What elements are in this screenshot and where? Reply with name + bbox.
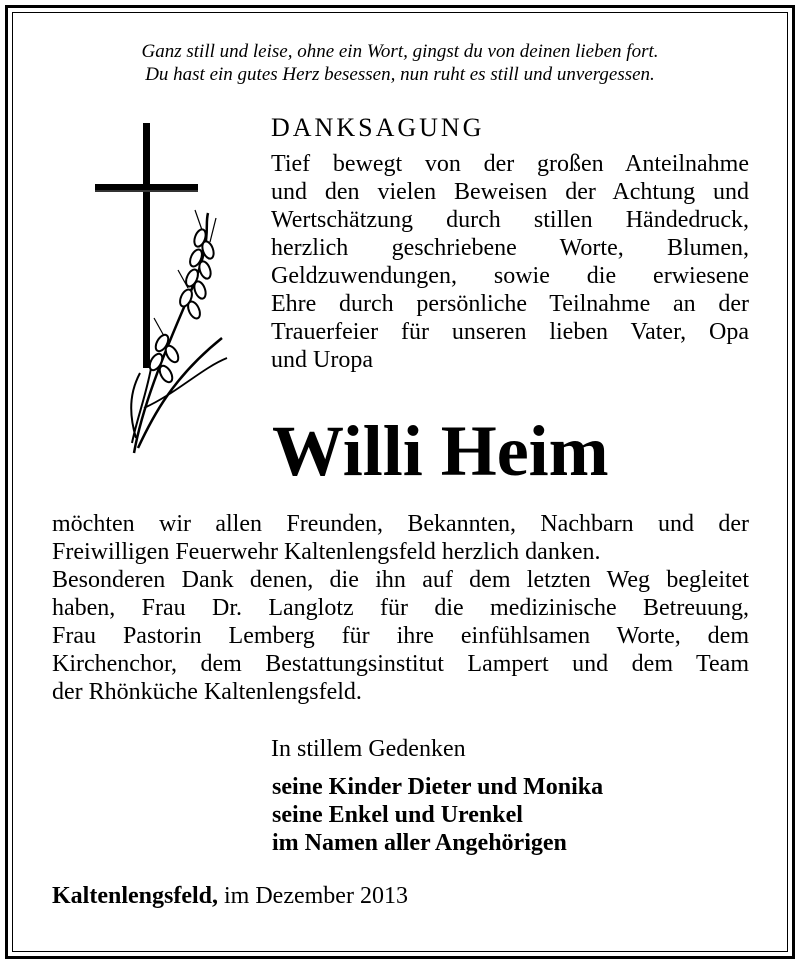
intro-line: und Uropa xyxy=(271,347,373,373)
intro-line: Geldzuwendungen, sowie die erwiesene xyxy=(271,263,749,289)
intro-line: Tief bewegt von der großen Anteilnahme xyxy=(271,151,749,177)
deceased-name: Willi Heim xyxy=(272,411,609,491)
body-line: Kirchenchor, dem Bestattungsinstitut Lampert und dem Team xyxy=(52,651,749,677)
cross-with-wheat-icon xyxy=(92,118,232,463)
place-date-text: im Dezember 2013 xyxy=(218,883,408,909)
signer-line: seine Enkel und Urenkel xyxy=(272,802,523,828)
intro-paragraph xyxy=(271,150,749,374)
body-line: haben, Frau Dr. Langlotz für die medizinische Betreuung, xyxy=(52,595,749,621)
body-line: Frau Pastorin Lemberg für ihre einfühlsamen Worte, dem xyxy=(52,623,749,649)
motto xyxy=(0,40,800,86)
intro-line: herzlich geschriebene Worte, Blumen, xyxy=(271,235,749,261)
intro-line: Wertschätzung durch stillen Händedruck, xyxy=(271,207,749,233)
intro-line: Trauerfeier für unseren lieben Vater, Opa xyxy=(271,319,749,345)
in-memory-line: In stillem Gedenken xyxy=(271,736,466,762)
signers xyxy=(272,773,603,857)
body-line: möchten wir allen Freunden, Bekannten, Nachbarn und der xyxy=(52,511,749,537)
body-line: Freiwilligen Feuerwehr Kaltenlengsfeld herzlich danken. xyxy=(52,539,601,565)
place-city: Kaltenlengsfeld, xyxy=(52,883,218,909)
intro-line: Ehre durch persönliche Teilnahme an der xyxy=(271,291,749,317)
place-date xyxy=(52,882,408,910)
intro-line: und den vielen Beweisen der Achtung und xyxy=(271,179,749,205)
body-line: der Rhönküche Kaltenlengsfeld. xyxy=(52,679,362,705)
motto-line: Ganz still und leise, ohne ein Wort, gingst du von deinen lieben fort. xyxy=(141,41,659,62)
body-line: Besonderen Dank denen, die ihn auf dem letzten Weg begleitet xyxy=(52,567,749,593)
motto-line: Du hast ein gutes Herz besessen, nun ruht es still und unvergessen. xyxy=(145,64,655,85)
heading: DANKSAGUNG xyxy=(271,113,485,142)
signer-line: im Namen aller Angehörigen xyxy=(272,830,567,856)
signer-line: seine Kinder Dieter und Monika xyxy=(272,774,604,800)
thanks-paragraph xyxy=(52,510,749,706)
